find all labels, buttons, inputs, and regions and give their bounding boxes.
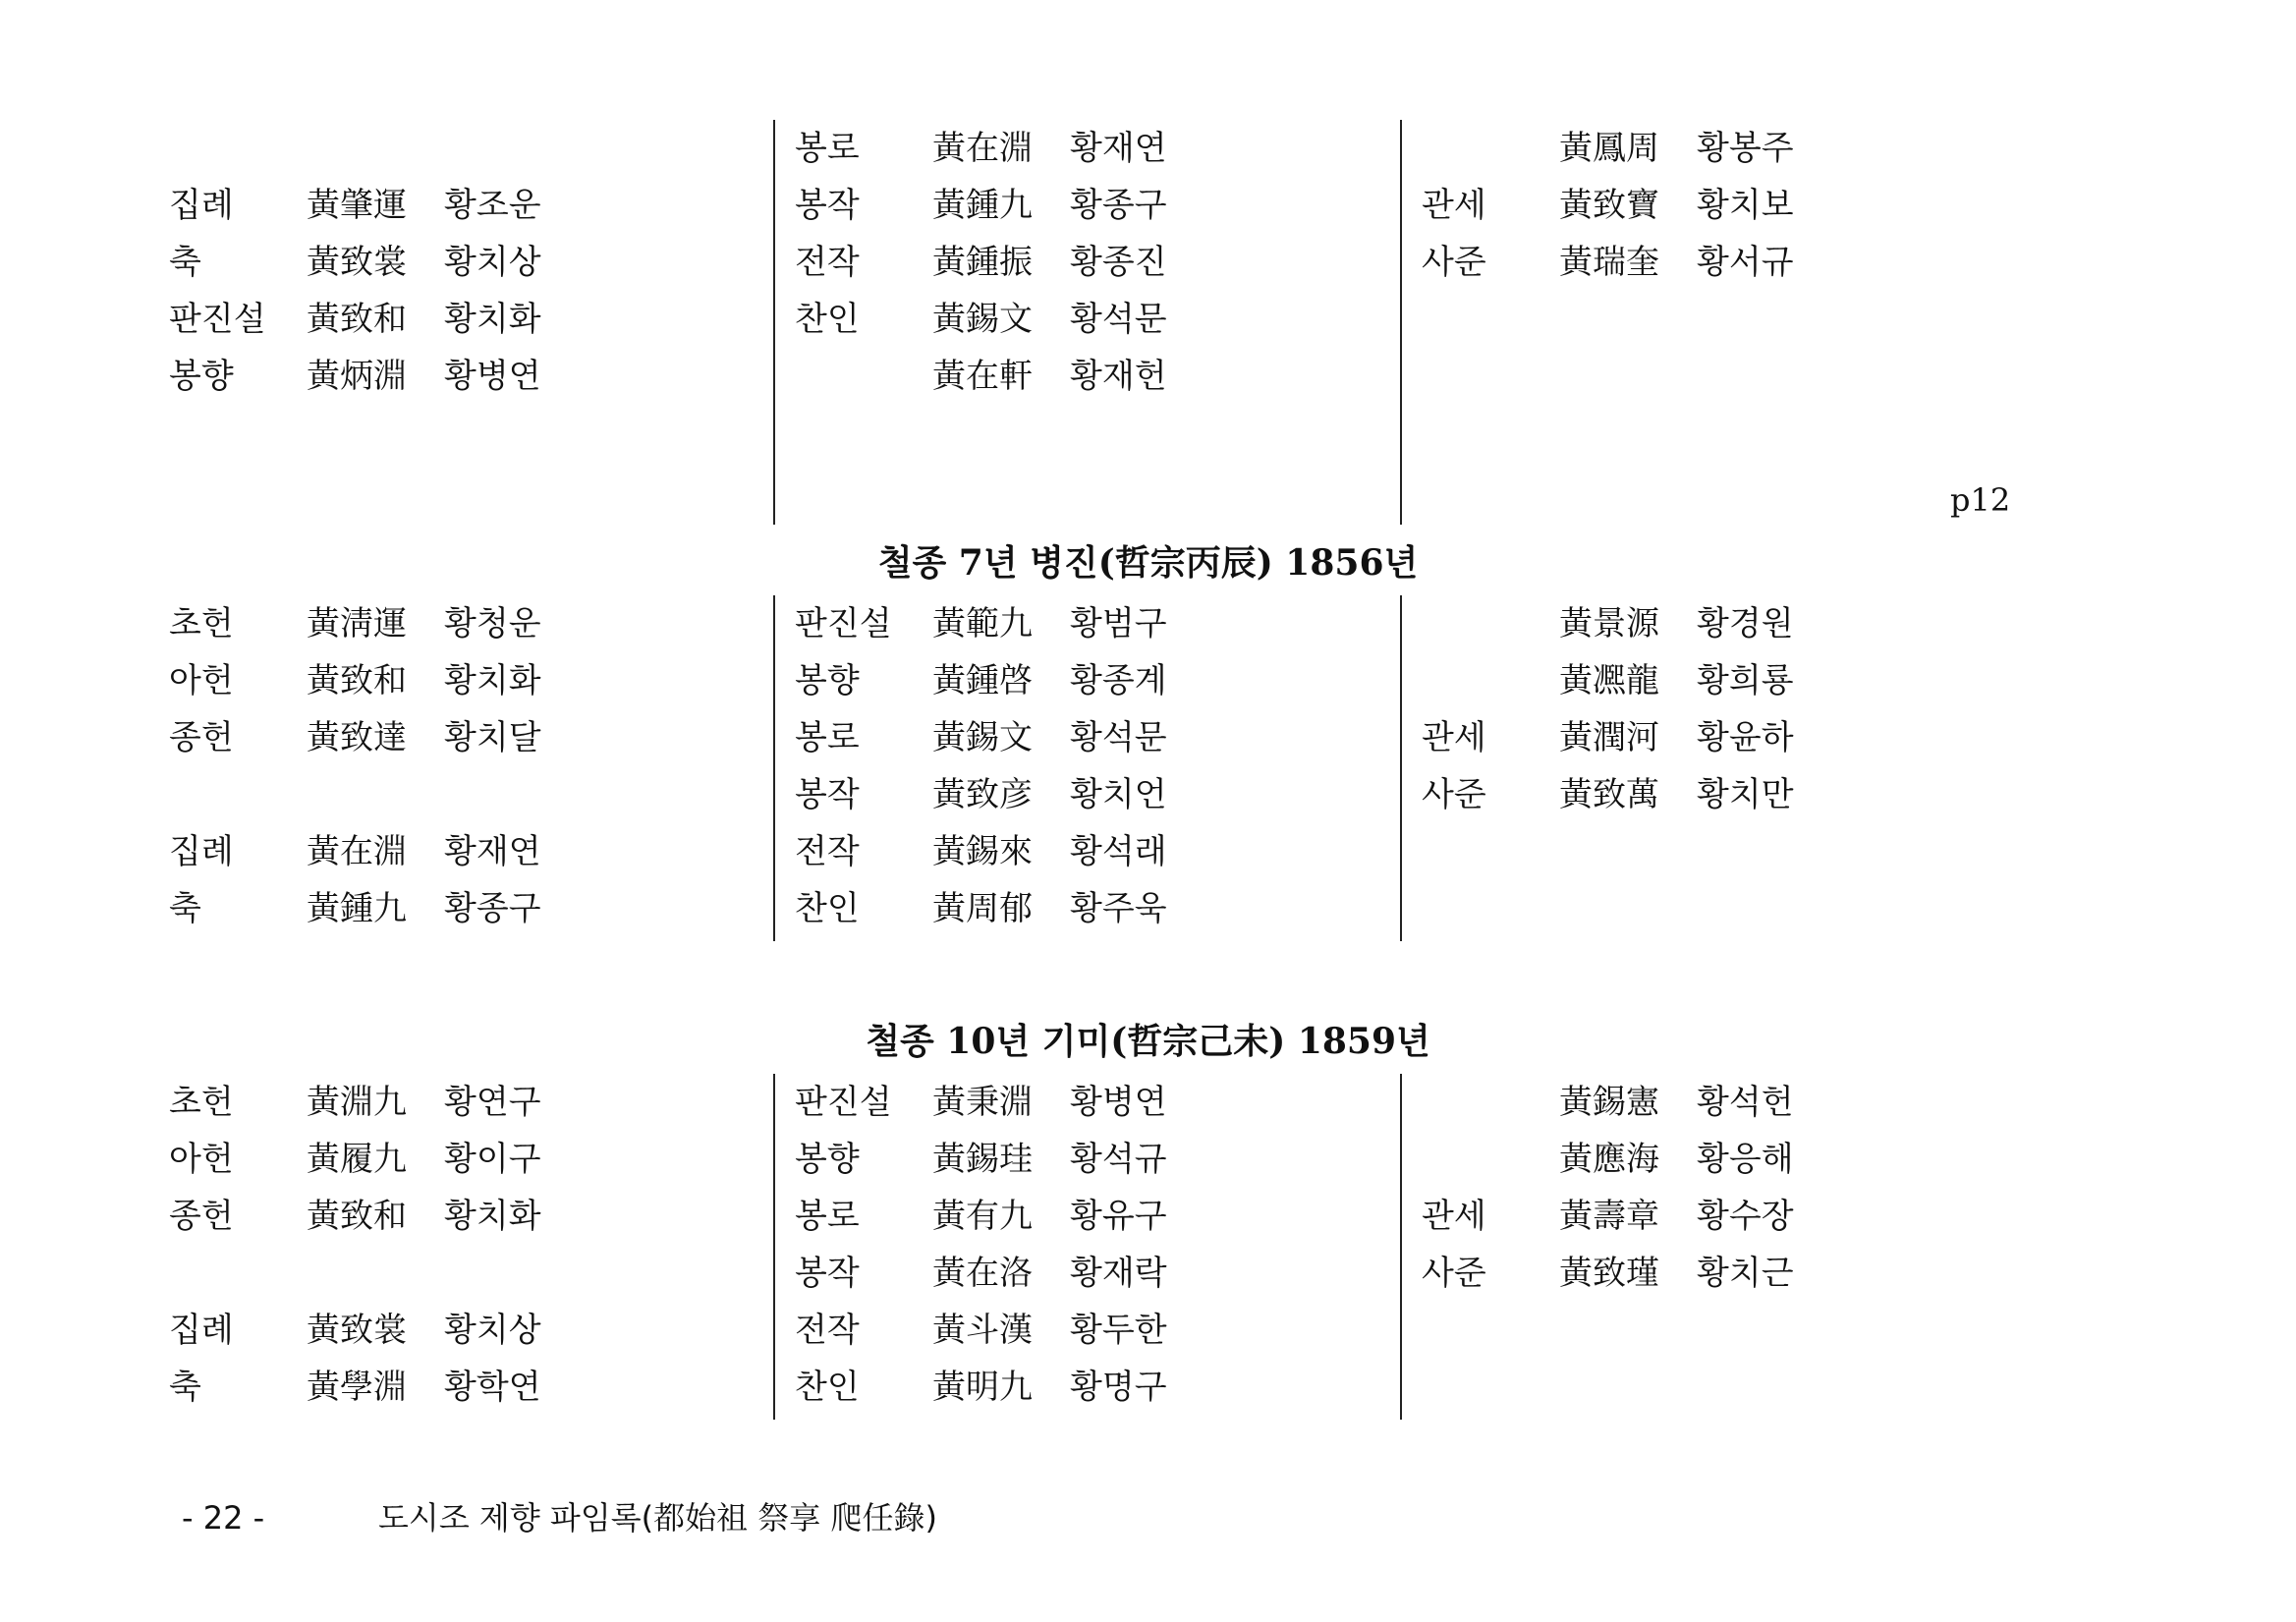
officiant-hangul: 황치화 xyxy=(444,300,541,339)
officiant-hangul: 황치언 xyxy=(1070,775,1167,814)
officiant-hangul: 황서규 xyxy=(1697,243,1794,282)
officiant-role: 초헌 xyxy=(169,1083,234,1122)
officiant-hanja: 黃炳淵 xyxy=(307,357,407,396)
officiant-hangul: 황재연 xyxy=(1070,129,1167,168)
officiant-column xyxy=(773,595,1188,941)
officiant-hangul: 황주욱 xyxy=(1070,889,1167,928)
officiant-hangul: 황치상 xyxy=(444,1311,541,1350)
officiant-hangul: 황치보 xyxy=(1697,186,1794,225)
officiant-hangul: 황종구 xyxy=(1070,186,1167,225)
officiant-hanja: 黃鍾九 xyxy=(932,186,1033,225)
officiant-hangul: 황경원 xyxy=(1697,604,1794,643)
officiant-hanja: 黃致瑾 xyxy=(1559,1254,1659,1293)
officiant-role: 봉로 xyxy=(795,718,860,757)
officiant-column xyxy=(1400,1074,1815,1420)
officiant-hanja: 黃致彦 xyxy=(932,775,1033,814)
officiant-hangul: 황재락 xyxy=(1070,1254,1167,1293)
officiant-hanja: 黃肇運 xyxy=(307,186,407,225)
officiant-hangul: 황병연 xyxy=(1070,1083,1167,1122)
officiant-role: 집례 xyxy=(169,832,234,871)
officiant-hangul: 황범구 xyxy=(1070,604,1167,643)
officiant-hanja: 黃壽章 xyxy=(1559,1197,1659,1236)
officiant-hangul: 황치화 xyxy=(444,1197,541,1236)
officiant-hanja: 黃錫憲 xyxy=(1559,1083,1659,1122)
officiant-hangul: 황재헌 xyxy=(1070,357,1167,396)
officiant-hangul: 황석헌 xyxy=(1697,1083,1794,1122)
officiant-role: 봉작 xyxy=(795,186,860,225)
officiant-role: 봉향 xyxy=(795,1140,860,1179)
officiant-hanja: 黃秉淵 xyxy=(932,1083,1033,1122)
officiant-hangul: 황희룡 xyxy=(1697,661,1794,700)
officiant-role: 봉작 xyxy=(795,1254,860,1293)
officiant-hanja: 黃景源 xyxy=(1559,604,1659,643)
officiant-hangul: 황치만 xyxy=(1697,775,1794,814)
officiant-role: 전작 xyxy=(795,832,860,871)
officiant-hangul: 황이구 xyxy=(444,1140,541,1179)
officiant-hanja: 黃致裳 xyxy=(307,1311,407,1350)
officiant-hangul: 황청운 xyxy=(444,604,541,643)
officiant-hangul: 황학연 xyxy=(444,1368,541,1407)
officiant-role: 집례 xyxy=(169,186,234,225)
section-heading-1859: 철종 10년 기미(哲宗己未) 1859년 xyxy=(866,1021,1430,1062)
officiant-hangul: 황봉주 xyxy=(1697,129,1794,168)
officiant-hanja: 黃在軒 xyxy=(932,357,1033,396)
officiant-hanja: 黃致和 xyxy=(307,300,407,339)
officiant-hanja: 黃鍾九 xyxy=(307,889,407,928)
officiant-hanja: 黃鍾啓 xyxy=(932,661,1033,700)
officiant-hanja: 黃瑞奎 xyxy=(1559,243,1659,282)
officiant-role: 찬인 xyxy=(795,300,860,339)
officiant-hangul: 황치달 xyxy=(444,718,541,757)
officiant-hanja: 黃錫文 xyxy=(932,718,1033,757)
officiant-hanja: 黃淵九 xyxy=(307,1083,407,1122)
officiant-hanja: 黃履九 xyxy=(307,1140,407,1179)
officiant-hanja: 黃錫來 xyxy=(932,832,1033,871)
officiant-hanja: 黃周郁 xyxy=(932,889,1033,928)
page-footer xyxy=(182,1493,937,1538)
officiant-hangul: 황응해 xyxy=(1697,1140,1794,1179)
officiant-column xyxy=(1400,120,1815,525)
officiant-hanja: 黃凞龍 xyxy=(1559,661,1659,700)
officiant-role: 봉향 xyxy=(795,661,860,700)
officiant-role: 관세 xyxy=(1422,186,1486,225)
officiant-hangul: 황석문 xyxy=(1070,300,1167,339)
officiant-hanja: 黃致萬 xyxy=(1559,775,1659,814)
officiant-hanja: 黃致裳 xyxy=(307,243,407,282)
officiant-hangul: 황치상 xyxy=(444,243,541,282)
officiant-role: 판진설 xyxy=(795,604,892,643)
officiant-hanja: 黃在淵 xyxy=(307,832,407,871)
officiant-role: 봉작 xyxy=(795,775,860,814)
officiant-hangul: 황치근 xyxy=(1697,1254,1794,1293)
officiant-hangul: 황종진 xyxy=(1070,243,1167,282)
officiant-role: 봉로 xyxy=(795,129,860,168)
officiant-role: 축 xyxy=(169,889,201,928)
officiant-hanja: 黃淸運 xyxy=(307,604,407,643)
officiant-hanja: 黃斗漢 xyxy=(932,1311,1033,1350)
officiant-hangul: 황조운 xyxy=(444,186,541,225)
officiant-hangul: 황석문 xyxy=(1070,718,1167,757)
officiant-role: 관세 xyxy=(1422,1197,1486,1236)
officiant-role: 봉로 xyxy=(795,1197,860,1236)
officiant-hanja: 黃範九 xyxy=(932,604,1033,643)
officiant-column xyxy=(1400,595,1815,941)
officiant-role: 사준 xyxy=(1422,1254,1486,1293)
officiant-role: 찬인 xyxy=(795,1368,860,1407)
page-reference: p12 xyxy=(1950,481,2011,519)
officiant-hangul: 황윤하 xyxy=(1697,718,1794,757)
officiant-hanja: 黃錫文 xyxy=(932,300,1033,339)
officiant-hanja: 黃在洛 xyxy=(932,1254,1033,1293)
officiant-role: 전작 xyxy=(795,243,860,282)
officiant-role: 아헌 xyxy=(169,661,234,700)
officiant-hangul: 황석규 xyxy=(1070,1140,1167,1179)
officiant-hanja: 黃應海 xyxy=(1559,1140,1659,1179)
officiant-hanja: 黃有九 xyxy=(932,1197,1033,1236)
officiant-hanja: 黃明九 xyxy=(932,1368,1033,1407)
officiant-role: 전작 xyxy=(795,1311,860,1350)
officiant-hanja: 黃鍾振 xyxy=(932,243,1033,282)
officiant-hanja: 黃潤河 xyxy=(1559,718,1659,757)
officiant-hangul: 황유구 xyxy=(1070,1197,1167,1236)
officiant-role: 찬인 xyxy=(795,889,860,928)
footer-page-number: - 22 - xyxy=(182,1499,265,1537)
officiant-role: 초헌 xyxy=(169,604,234,643)
officiant-column xyxy=(773,1074,1188,1420)
officiant-role: 관세 xyxy=(1422,718,1486,757)
officiant-role: 아헌 xyxy=(169,1140,234,1179)
officiant-hangul: 황명구 xyxy=(1070,1368,1167,1407)
officiant-role: 종헌 xyxy=(169,1197,234,1236)
officiant-role: 축 xyxy=(169,243,201,282)
officiant-hangul: 황수장 xyxy=(1697,1197,1794,1236)
officiant-hanja: 黃致達 xyxy=(307,718,407,757)
officiant-hangul: 황치화 xyxy=(444,661,541,700)
officiant-hanja: 黃致和 xyxy=(307,661,407,700)
officiant-role: 사준 xyxy=(1422,775,1486,814)
officiant-hanja: 黃錫珪 xyxy=(932,1140,1033,1179)
officiant-hanja: 黃在淵 xyxy=(932,129,1033,168)
officiant-role: 사준 xyxy=(1422,243,1486,282)
officiant-role: 축 xyxy=(169,1368,201,1407)
officiant-hangul: 황연구 xyxy=(444,1083,541,1122)
officiant-hangul: 황종계 xyxy=(1070,661,1167,700)
officiant-hangul: 황석래 xyxy=(1070,832,1167,871)
officiant-hangul: 황종구 xyxy=(444,889,541,928)
section-heading-1856: 철종 7년 병진(哲宗丙辰) 1856년 xyxy=(877,542,1419,584)
officiant-hanja: 黃鳳周 xyxy=(1559,129,1659,168)
officiant-role: 집례 xyxy=(169,1311,234,1350)
officiant-hanja: 黃致寶 xyxy=(1559,186,1659,225)
officiant-hanja: 黃學淵 xyxy=(307,1368,407,1407)
officiant-hangul: 황병연 xyxy=(444,357,541,396)
officiant-column xyxy=(773,120,1188,525)
officiant-role: 종헌 xyxy=(169,718,234,757)
officiant-hanja: 黃致和 xyxy=(307,1197,407,1236)
officiant-role: 봉향 xyxy=(169,357,234,396)
officiant-hangul: 황재연 xyxy=(444,832,541,871)
footer-title: 도시조 제향 파임록(都始祖 祭享 爬任錄) xyxy=(378,1499,937,1537)
officiant-hangul: 황두한 xyxy=(1070,1311,1167,1350)
officiant-role: 판진설 xyxy=(795,1083,892,1122)
officiant-role: 판진설 xyxy=(169,300,266,339)
